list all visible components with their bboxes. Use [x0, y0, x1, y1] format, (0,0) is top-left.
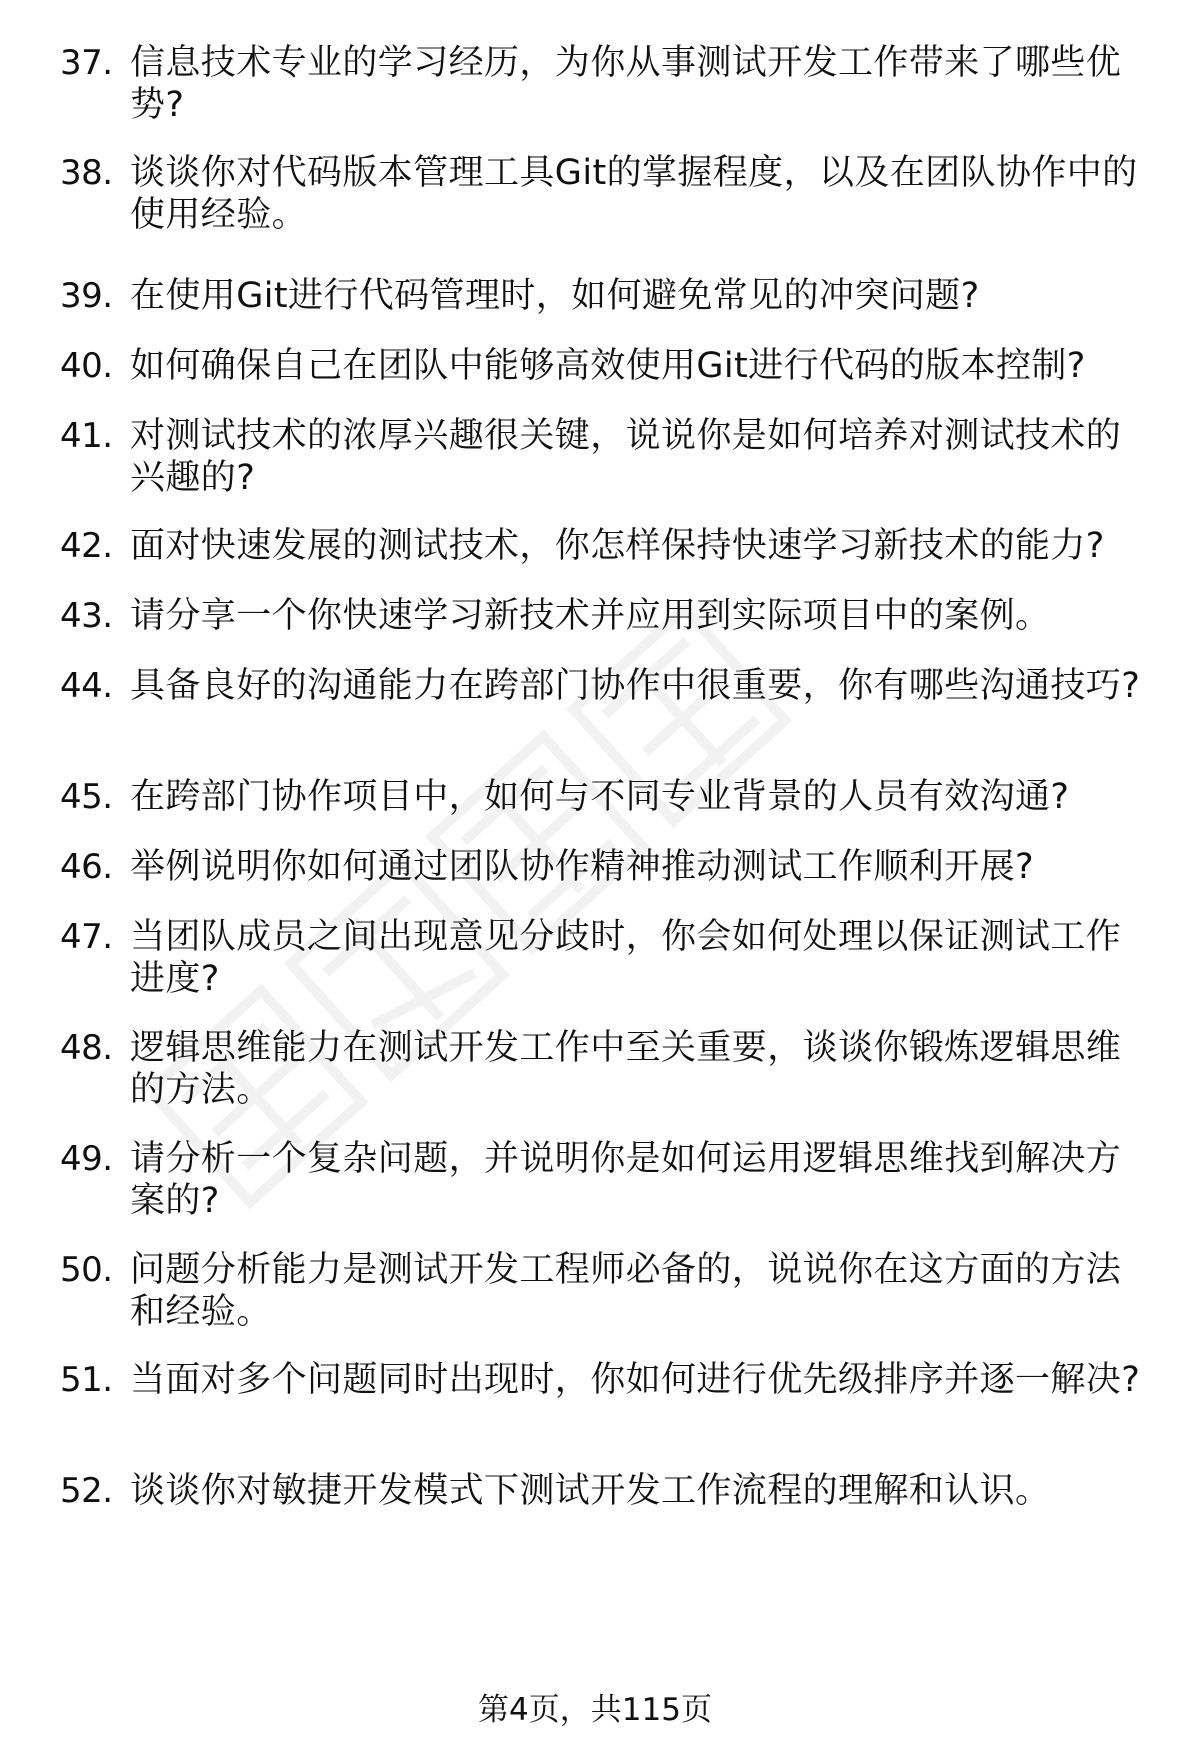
question-text: 问题分析能力是测试开发工程师必备的，说说你在这方面的方法和经验。	[130, 1250, 1122, 1332]
question-number: 50.	[60, 1250, 113, 1290]
list-item	[60, 595, 1150, 665]
question-number: 39.	[60, 276, 113, 316]
question-number: 40.	[60, 346, 113, 386]
list-item	[60, 1138, 1150, 1249]
question-text: 当面对多个问题同时出现时，你如何进行优先级排序并逐一解决?	[130, 1360, 1141, 1400]
list-item	[60, 415, 1150, 525]
question-number: 45.	[60, 777, 113, 817]
list-item	[60, 1027, 1150, 1138]
question-number: 47.	[60, 917, 113, 957]
list-item	[60, 1359, 1150, 1470]
page-number-footer: 第4页，共115页	[478, 1692, 712, 1728]
question-text: 具备良好的沟通能力在跨部门协作中很重要，你有哪些沟通技巧?	[130, 666, 1141, 706]
list-item	[60, 1249, 1150, 1359]
question-text: 信息技术专业的学习经历，为你从事测试开发工作带来了哪些优势?	[130, 43, 1122, 125]
question-text: 请分享一个你快速学习新技术并应用到实际项目中的案例。	[130, 596, 1051, 636]
list-item	[60, 152, 1150, 275]
question-number: 37.	[60, 43, 113, 83]
question-text: 在跨部门协作项目中，如何与不同专业背景的人员有效沟通?	[130, 777, 1070, 817]
list-item	[60, 665, 1150, 776]
question-text: 在使用Git进行代码管理时，如何避免常见的冲突问题?	[130, 276, 980, 316]
question-text: 当团队成员之间出现意见分歧时，你会如何处理以保证测试工作进度?	[130, 917, 1122, 999]
question-number: 49.	[60, 1139, 113, 1179]
question-text: 举例说明你如何通过团队协作精神推动测试工作顺利开展?	[130, 847, 1034, 887]
question-number: 51.	[60, 1360, 113, 1400]
list-item	[60, 345, 1150, 415]
question-text: 面对快速发展的测试技术，你怎样保持快速学习新技术的能力?	[130, 526, 1105, 566]
question-number: 48.	[60, 1028, 113, 1068]
question-number: 44.	[60, 666, 113, 706]
list-item	[60, 846, 1150, 916]
question-number: 41.	[60, 416, 113, 456]
question-number: 52.	[60, 1471, 113, 1511]
list-item	[60, 275, 1150, 345]
list-item	[60, 42, 1150, 152]
question-text: 逻辑思维能力在测试开发工作中至关重要，谈谈你锻炼逻辑思维的方法。	[130, 1028, 1122, 1110]
question-number: 46.	[60, 847, 113, 887]
question-number: 42.	[60, 526, 113, 566]
question-text: 谈谈你对代码版本管理工具Git的掌握程度，以及在团队协作中的使用经验。	[130, 153, 1138, 235]
question-text: 谈谈你对敏捷开发模式下测试开发工作流程的理解和认识。	[130, 1471, 1051, 1511]
list-item	[60, 776, 1150, 846]
list-item	[60, 525, 1150, 595]
list-item	[60, 1470, 1150, 1530]
question-text: 请分析一个复杂问题，并说明你是如何运用逻辑思维找到解决方案的?	[130, 1139, 1122, 1221]
question-text: 对测试技术的浓厚兴趣很关键，说说你是如何培养对测试技术的兴趣的?	[130, 416, 1122, 498]
question-number: 43.	[60, 596, 113, 636]
list-item	[60, 916, 1150, 1027]
question-list	[60, 42, 1150, 1530]
question-text: 如何确保自己在团队中能够高效使用Git进行代码的版本控制?	[130, 346, 1086, 386]
question-number: 38.	[60, 153, 113, 193]
